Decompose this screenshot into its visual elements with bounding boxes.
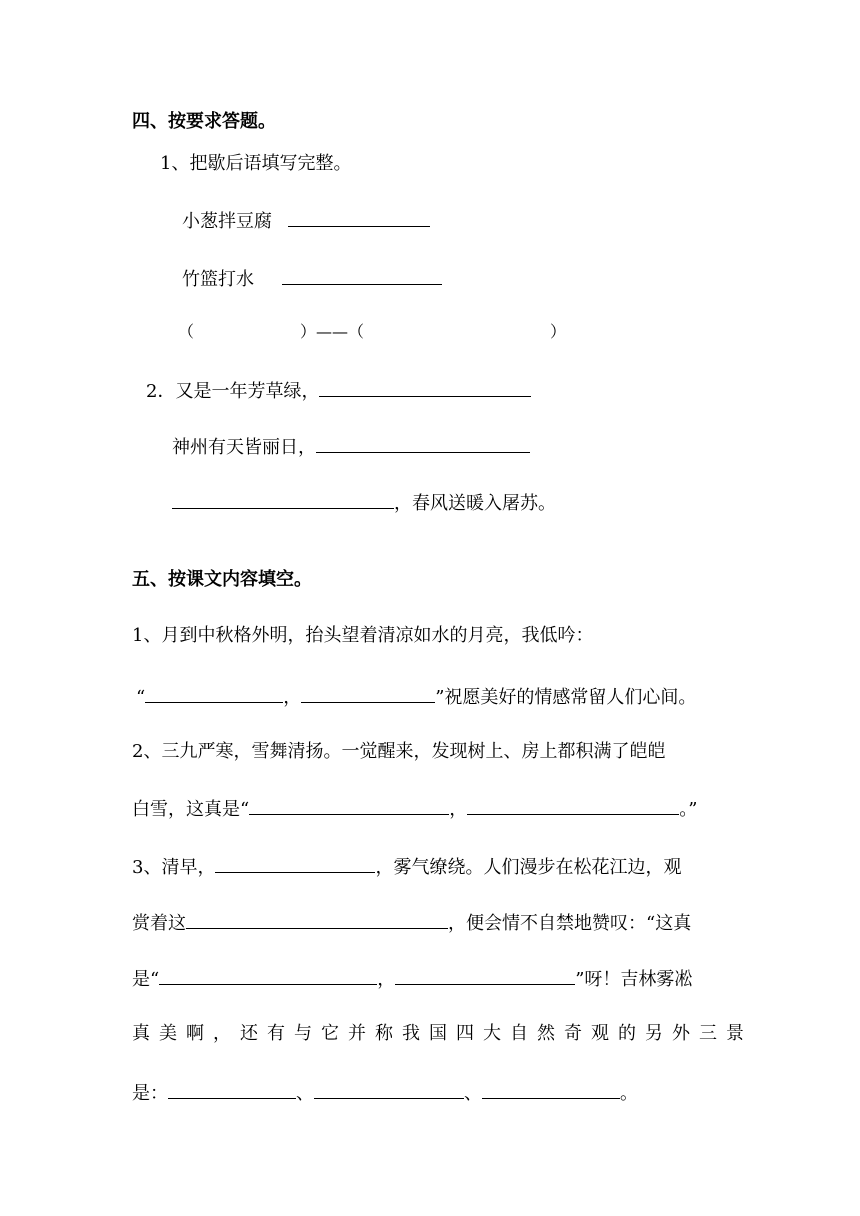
section5-q2-line1: 2、三九严寒，雪舞清扬。一觉醒来，发现树上、房上都积满了皑皑 [132, 741, 666, 762]
dash: —— [316, 322, 349, 341]
comma: ， [283, 687, 302, 708]
close-quote: 。” [679, 799, 698, 820]
poem-line-3: ，春风送暖入屠苏。 [394, 493, 556, 514]
morning-blank[interactable] [215, 854, 375, 873]
poem-line-2: 神州有天皆丽日， [172, 437, 316, 458]
poem-blank-3[interactable] [172, 490, 394, 509]
q3-line3-prefix: 是“ [132, 969, 160, 990]
separator: 、 [296, 1083, 314, 1104]
comma: ， [377, 969, 396, 990]
idiom-2-answer-blank[interactable] [282, 266, 442, 285]
rime-blank-2[interactable] [395, 966, 575, 985]
paren-close-2: ） [550, 322, 567, 341]
q3-line2-suffix: ，便会情不自禁地赞叹：“这真 [448, 913, 692, 934]
wonder-blank-1[interactable] [168, 1080, 296, 1099]
snow-blank-1[interactable] [249, 796, 449, 815]
section5-heading: 五、按课文内容填空。 [132, 569, 312, 590]
poem-line-1: 2．又是一年芳草绿， [146, 381, 320, 402]
section4-q2-line2 [172, 434, 530, 460]
paren-close: ） [300, 322, 317, 341]
section5-q1-line2 [136, 684, 696, 710]
scenery-blank[interactable] [186, 910, 448, 929]
mid-autumn-blank-2[interactable] [301, 684, 435, 703]
section5-q2-line2 [132, 796, 697, 822]
section4-heading: 四、按要求答题。 [132, 111, 276, 132]
section5-q1-line1: 1、月到中秋格外明，抬头望着清凉如水的月亮，我低吟： [132, 625, 594, 646]
rime-blank-1[interactable] [159, 966, 377, 985]
section5-q3-line5 [132, 1080, 638, 1106]
section5-q3-line1 [132, 854, 681, 880]
section4-q2-line3 [172, 490, 556, 516]
comma: ， [449, 799, 468, 820]
section4-q1-line1 [182, 208, 430, 234]
mid-autumn-blank-1[interactable] [145, 684, 283, 703]
section5-q3-line3 [132, 966, 692, 992]
section4-q1-label: 1、把歇后语填写完整。 [160, 153, 352, 174]
section4-q1-line2 [182, 266, 442, 292]
open-quote: “ [136, 687, 146, 708]
q3-line3-suffix: ”呀！吉林雾凇 [575, 969, 693, 990]
q3-line4-text: 真美啊，还有与它并称我国四大自然奇观的另外三景 [132, 1023, 753, 1044]
separator: 、 [464, 1083, 482, 1104]
idiom-1-text: 小葱拌豆腐 [182, 211, 272, 232]
snow-blank-2[interactable] [467, 796, 679, 815]
idiom-1-answer-blank[interactable] [288, 208, 430, 227]
close-text: ”祝愿美好的情感常留人们心间。 [435, 687, 697, 708]
wonder-blank-3[interactable] [482, 1080, 620, 1099]
paren-open-2: （ [348, 322, 365, 341]
section4-q1-line3 [178, 320, 566, 344]
q3-line2-prefix: 赏着这 [132, 913, 186, 934]
end-period: 。 [620, 1083, 638, 1104]
q3-prefix: 3、清早， [132, 857, 216, 878]
q3-line1-suffix: ，雾气缭绕。人们漫步在松花江边，观 [375, 857, 682, 878]
poem-blank-1[interactable] [319, 378, 531, 397]
section5-q3-line4 [132, 1022, 753, 1046]
idiom-2-text: 竹篮打水 [182, 269, 254, 290]
section5-q3-line2 [132, 910, 691, 936]
paren-open: （ [178, 322, 195, 341]
wonder-blank-2[interactable] [314, 1080, 464, 1099]
poem-blank-2[interactable] [316, 434, 530, 453]
section4-q2-line1 [146, 378, 531, 404]
snow-prefix: 白雪，这真是“ [132, 799, 250, 820]
q3-line5-prefix: 是： [132, 1083, 168, 1104]
